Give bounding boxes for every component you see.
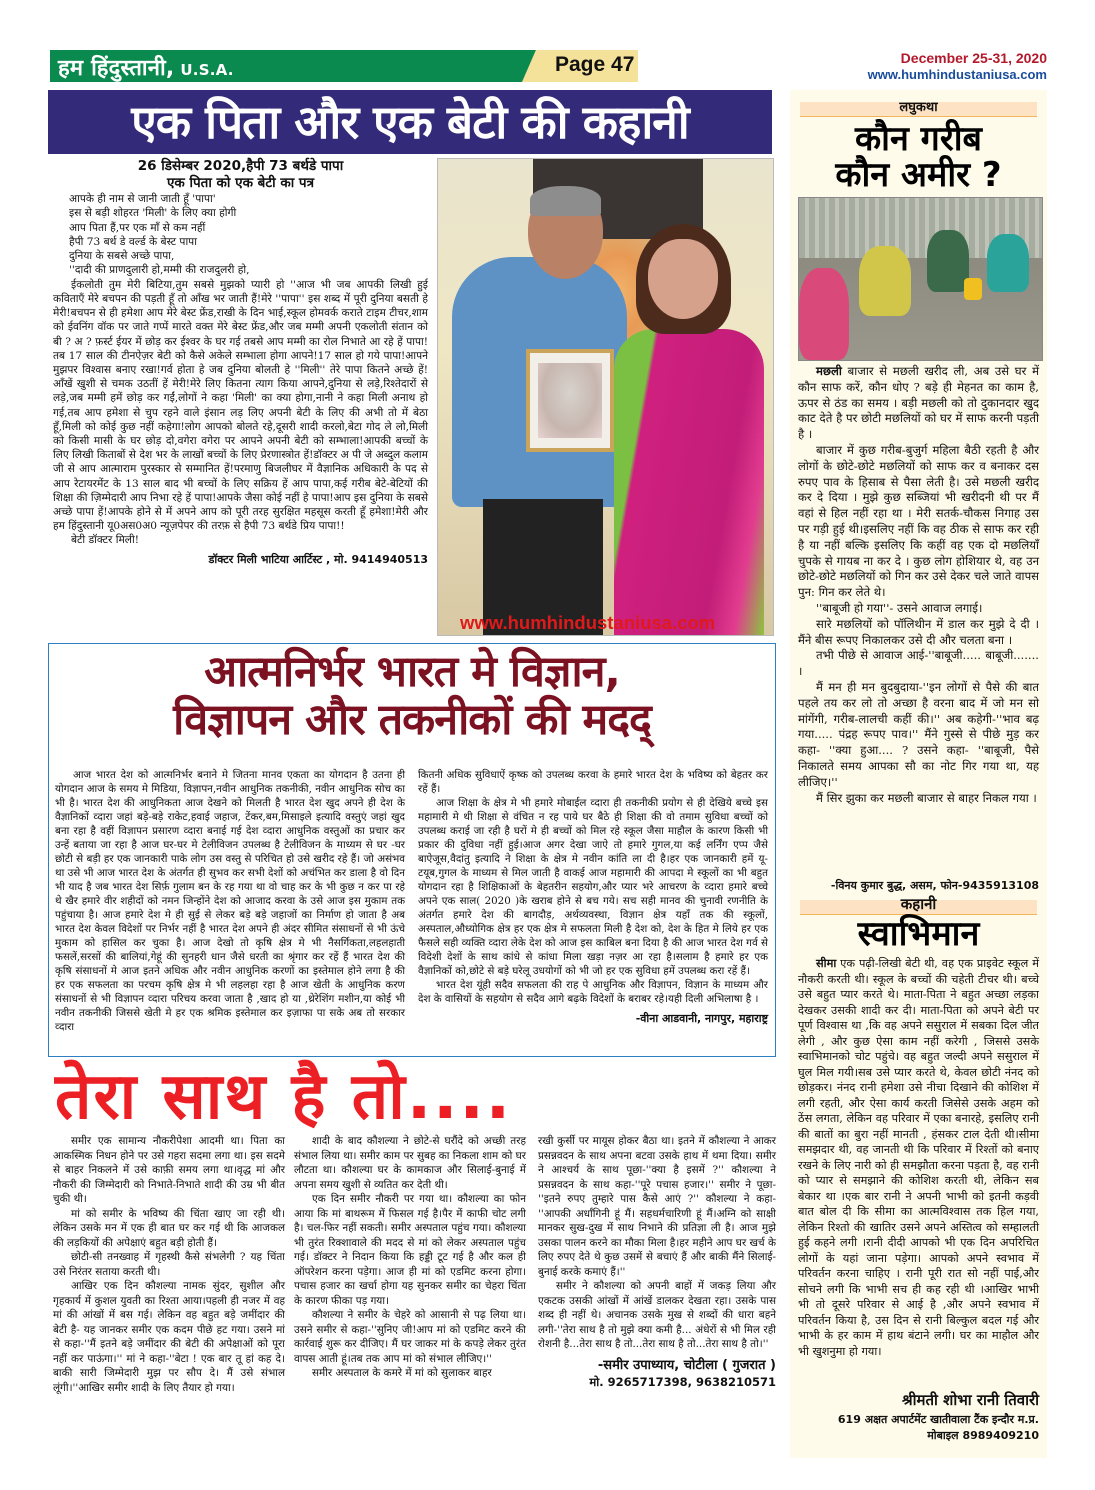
sidebar-headline-2: स्वाभिमान bbox=[857, 914, 980, 954]
website-link[interactable]: www.humhindustaniusa.com bbox=[867, 67, 1047, 82]
portrait-image bbox=[538, 363, 602, 438]
story-col3 bbox=[538, 1134, 776, 1390]
story-paragraph: छोटी-सी तनख्वाह में गृहस्थी कैसे संभलेगी ? यह चिंता उसे निरंतर सताया करती थी। bbox=[53, 1251, 285, 1278]
article-headline-father-daughter: एक पिता और एक बेटी की कहानी bbox=[131, 95, 689, 149]
fish-market-photo bbox=[798, 197, 1043, 361]
science-article-byline: -वीना आडवानी, नागपुर, महाराष्ट्र bbox=[635, 1012, 768, 1025]
photo-woman-face bbox=[648, 239, 718, 319]
story-paragraph: बाजार से मछली खरीद ली, अब उसे घर में कौन साफ करें, कौन धोए ? बड़े ही मेहनत का काम है, ऊपर से ठंड का समय । बड़ी मछली को तो दुकानदार खुद काट देते है पर छोटी मछलियों को घर में साफ करनी पड़ती है । bbox=[798, 364, 1040, 442]
story-paragraph: रखी कुर्सी पर मायूस होकर बैठा था। इतने में कौशल्या ने आकर प्रसन्नवदन के साथ अपना बटवा उसके हाथ में थमा दिया। समीर ने आश्चर्य के साथ पूछा-''क्या है इसमें ?'' कौशल्या ने प्रसन्नवदन के साथ कहा-''पूरे पचास हजार।'' समीर ने पूछा-''इतने रुपए तुम्हारे पास कैसे आएं ?'' कौशल्या ने कहा-''आपकी अर्धांगिनी हूं मैं। सहधर्मचारिणी हूं मैं।अग्नि को साक्षी मानकर सुख-दुख में साथ निभाने की प्रतिज्ञा ली है। आज मुझे उसका पालन करने का मौका मिला है।हर महीने आप घर खर्च के लिए रुपए देते थे कुछ उसमें से बचाएं हैं और बाकी मैंने सिलाई-बुनाई करके कमाएं हैं।'' bbox=[538, 1135, 776, 1278]
headline-line: आत्मनिर्भर भारत मे विज्ञान, bbox=[204, 647, 620, 697]
sidebar bbox=[790, 90, 1047, 1458]
article-paragraph: भारत देश यूंही सदैव सफलता की राह पे आधुनिक और विज्ञापन, विज्ञान के माध्यम और देश के वासियों के सहयोग से सदैव आगे बढ़के विदेशों के बराबर रहे।यही दिली अभिलाषा है । bbox=[418, 979, 768, 1005]
father-daughter-photo bbox=[437, 158, 774, 636]
story-col2 bbox=[294, 1134, 526, 1381]
story-col1 bbox=[53, 1134, 285, 1395]
story-paragraph: बाजार में कुछ गरीब-बुजुर्ग महिला बैठी रहती है और लोगों के छोटे-छोटे मछलियों को साफ कर व बनाकर दस रुपए पाव के हिसाब से पैसा लेती है। उसे मछली खरीद कर दे दिया । मुझे कुछ सब्जियां भी खरीदनी थी पर मैं वहां से हिल नहीं रहा था । मेरी सतर्क-चौकस निगाह उस पर गड़ी हुई थी।इसलिए नहीं कि वह ठीक से साफ कर रही है या नहीं बल्कि इसलिए कि कहीं वह एक दो मछलियाँ चुपके से गायब ना कर दे । कुछ लोग होशियार थे, वह उन छोटे-छोटे मछलियों को गिन कर उसे देकर चले जाते वापस पुन: गिन कर लेते थे। bbox=[798, 442, 1039, 600]
letter-paragraph: ईकलोती तुम मेरी बिटिया,तुम सबसे मुझको प्यारी हो ''आज भी जब आपकी लिखी हुई कविताएँ मेरे बचपन की पड़ती हूँ तो आँख भर जाती हैं!मेरे ''पापा'' इस शब्द में पूरी दुनिया बसती हे मेरी!बचपन से ही हमेशा आप मेरे बेस्ट फ्रेंड,राखी के दिन भाई,स्कूल होमवर्क कराते टाइम टीचर,शाम को ईवनिंग वॉक पर जाते गप्पें मारते वक्त मेरे बेस्ट फ्रेंड,और जब मम्मी अपनी एकलोती संतान को बी ? अ ? फ़र्स्ट ईयर में छोड़ कर ईश्वर के घर गई तबसे आप मम्मी का रोल निभाते आ रहे हें पापा! तब 17 साल की टीनऐज़र बेटी को कैसे अकेले सम्भाला होगा आपने!17 साल हो गये पापा!आपने मुझपर विश्वास बनाए रखा!गर्व होता हे जब दुनिया बोलती हे ''मिली'' तेरे पापा कितने अच्छे हें!आँखें खुशी से चमक उठतीं हें मेरी!मेरे लिए कितना त्याग किया आपने,दुनिया से लड़े,रिश्तेदारों से लड़े,जब मम्मी हमें छोड़ कर गईं,लोगों ने कहा 'मिली' का क्या होगा,नानी ने कहा मिली अनाथ हो गई,तब आप हमेशा से चुप रहने वाले इंसान लड़ लिए अपनी बेटी के लिए की अभी तो में बेठा हूँ,मिली को कोई कुछ नहीं कहेगा!लोग आपको बोलते रहे,दूसरी शादी करलो,बेटा गोद ले लो,मिली को किसी मासी के घर छोड़ दो,वगेरा वगेरा पर आपने अपनी बेटी को सम्भाला!आपकी बच्चों के लिए लिखी किताबों से देश भर के लाखों बच्चों के लिए प्रेरणास्त्रोत हें!डॉक्टर अ पी जे अब्दुल कलाम जी से आप आत्माराम पुरस्कार से सम्मानित हें!परमाणु बिजलीघर में वैज्ञानिक अधिकारी के पद से आप रेटायरमेंट के 13 साल बाद भी बच्चों के लिए सक्रिय हें आप पापा,कई गरीब बेटे-बेटियों की शिक्षा की ज़िम्मेदारी आप निभा रहे हें पापा!आपके जैसा कोई नहीं हे पापा!आप इस दुनिया के सबसे अच्छे पापा हें!आपके होने से में अपने आप को पूरी तरह सुरक्षित महसूस करती हूँ हमेशा!मेरी और हम हिंदुस्तानी यू0अस0अ0 न्यूज़पेपर की तरफ़ से हैपी 73 बर्थडे प्रिय पापा!! bbox=[53, 278, 428, 533]
story-phone: मो. 9265717398, 9638210571 bbox=[589, 1374, 776, 1389]
poem-line: ''दादी की प्राणदुलारी हो,मम्मी की राजदुलरी हो, bbox=[69, 264, 250, 277]
story-paragraph: सारे मछलियों को पॉलिथीन में डाल कर मुझे दे दी । मैंने बीस रूपए निकालकर उसे दी और चलता बना । bbox=[798, 616, 1039, 647]
kicker-laghukatha: लघुकथा bbox=[899, 100, 938, 115]
story-paragraph: एक पढ़ी-लिखी बेटी थी, वह एक प्राइवेट स्कूल में नौकरी करती थी। स्कूल के बच्चों की चहेती टीचर थी। बच्चे उसे बहुत प्यार करते थे। माता-पिता ने बहुत अच्छा लड़का देखकर उसकी शादी कर दी। माता-पिता को अपने बेटी पर पूर्ण विश्वास था ,कि वह अपने ससुराल में सबका दिल जीत लेगी , और कुछ ऐसा काम नहीं करेगी , जिससे उसके स्वाभिमानको चोट पहुंचे। वह बहुत जल्दी अपने ससुराल में घुल मिल गयी।सब उसे प्यार करते थे, केवल छोटी नंनद को छोड़कर। नंनद रानी हमेशा उसे नीचा दिखाने की कोशिश में लगी रहती, और ऐसा कार्य करती जिसेसे उसके अहम को ठेंस लगता, लेकिन वह परिवार में एका बनारहे, इसलिए रानी की बातों का बुरा नहीं मानती , हंसकर टाल देती थी।सीमा समझदार थी, वह जानती थी कि परिवार में रिश्तों को बनाए रखने के लिए नारी को ही समझौता करना पड़ता है, वह रानी को प्यार से समझाने की कोशिश करती थी, लेकिन सब बेकार था ।एक बार रानी ने अपनी भाभी को इतनी कड़वी बात बोल दी कि सीमा का आत्मविश्वास तक हिल गया, लेकिन रिश्तो की खातिर उसने अपने अस्तित्व को सम्हालती हुई कहने लगी ।रानी दीदी आपको भी एक दिन अपरिचित लोगों के यहां जाना पड़ेगा। आपको अपने स्वभाव में परिवर्तन करना चाहिए । रानी पूरी रात सो नहीं पाई,और सोचने लगी कि भाभी सच ही कह रही थी ।आखिर भाभी भी तो दूसरे परिवार से आई है ,और अपने स्वभाव में परिवर्तन किया है, उस दिन से रानी बिल्कुल बदल गई और भाभी के हर काम में हाथ बंटाने लगी। घर का माहौल और भी खुशनुमा हो गया। bbox=[798, 957, 1040, 1358]
poem-line: हैपी 73 बर्थ डे वर्ल्ड के बेस्ट पापा bbox=[69, 235, 197, 248]
photo-watermark: www.humhindustaniusa.com bbox=[460, 612, 716, 633]
science-article-col2 bbox=[418, 768, 768, 1026]
letter-subhead-1: 26 डिसेम्बर 2020,हैपी 73 बर्थडे पापा bbox=[137, 158, 344, 174]
story-paragraph: एक दिन समीर नौकरी पर गया था। कौशल्या का फोन आया कि मां बाथरूम में फिसल गई है।पैर में काफी चोट लगी है। चल-फिर नहीं सकती। समीर अस्पताल पहुंच गया। कौशल्या भी तुरंत रिक्शावाले की मदद से मां को लेकर अस्पताल पहुंच गई। डॉक्टर ने निदान किया कि हड्डी टूट गई है और कल ही ऑपरेशन करना पड़ेगा। आज ही मां को एडमिट करना होगा।पचास हजार का खर्चा होगा यह सुनकर समीर का चेहरा चिंता के कारण फीका पड़ गया। bbox=[294, 1193, 526, 1307]
poem-line: इस से बड़ी शोहरत 'मिली' के लिए क्या होगी bbox=[69, 207, 237, 220]
sidebar-story2-address: 619 अक्षत अपार्टमेंट खातीवाला टैंक इन्दौर म.प्र. bbox=[837, 1413, 1039, 1426]
science-article-headline bbox=[50, 648, 774, 744]
story-paragraph: मां को समीर के भविष्य की चिंता खाए जा रही थी। लेकिन उसके मन में एक ही बात घर कर गई थी कि आजकल की लड़कियों की अपेक्षाएं बहुत बड़ी होती हैं। bbox=[53, 1207, 285, 1249]
photo-person bbox=[987, 234, 1029, 292]
photo-person bbox=[799, 268, 849, 360]
story-paragraph: तभी पीछे से आवाज आई-''बाबूजी..... बाबूजी....... । bbox=[798, 648, 1039, 679]
story-paragraph: आखिर एक दिन कौशल्या नामक सुंदर, सुशील और गृहकार्य में कुशल युवती का रिश्ता आया।पहली ही नजर में वह मां की आंखों में बस गई। लेकिन वह बहुत बड़े जमींदार की बेटी है- यह जानकर समीर एक कदम पीछे हट गया। उसने मां से कहा-''मैं इतने बड़े जमींदार की बेटी की अपेक्षाओं को पूरा नहीं कर पाऊंगा।'' मां ने कहा-''बेटा ! एक बार तू हां कह दे।बाकी सारी जिम्मेदारी मुझ पर सौप दे। मैं उसे संभाल लूंगी।''आखिर समीर शादी के लिए तैयार हो गया। bbox=[53, 1280, 285, 1394]
page-number: Page 47 bbox=[555, 53, 635, 76]
paper-name bbox=[58, 52, 234, 82]
sidebar-story1-body bbox=[798, 364, 1039, 806]
sidebar-story1-byline: -विनय कुमार बुद्ध, असम, फोन-9435913108 bbox=[830, 879, 1039, 892]
sidebar-story2-mobile: मोबाइल 8989409210 bbox=[927, 1429, 1039, 1442]
letter-signoff: बेटी डॉक्टर मिली! bbox=[71, 534, 139, 547]
letter-byline: डॉक्टर मिली भाटिया आर्टिस्ट , मो. 9414940513 bbox=[208, 552, 428, 566]
letter-subhead-2: एक पिता को एक बेटी का पत्र bbox=[166, 175, 315, 191]
letter-body bbox=[53, 278, 428, 548]
story-byline: -समीर उपाध्याय, चोटीला ( गुजरात ) bbox=[597, 1357, 776, 1373]
sidebar-story2-body bbox=[798, 956, 1039, 1359]
story-paragraph: कौशल्या ने समीर के चेहरे को आसानी से पढ़ लिया था। उसने समीर से कहा-''सुनिए जी!आप मां को एडमिट करने की कार्रवाई शुरू कर दीजिए। मैं घर जाकर मां के कपड़े लेकर तुरंत वापस आती हूं।तब तक आप मां को संभाल लीजिए।'' bbox=[294, 1309, 526, 1365]
story-paragraph: ''बाबूजी हो गया''- उसने आवाज लगाई। bbox=[816, 600, 983, 615]
photo-person bbox=[927, 230, 969, 292]
photo-man-hair bbox=[530, 186, 601, 216]
story-paragraph: समीर अस्पताल के कमरे में मां को सुलाकर बाहर bbox=[312, 1367, 492, 1379]
sidebar-headline-1a: कौन गरीब bbox=[855, 119, 982, 159]
edition-label: U.S.A. bbox=[180, 61, 234, 79]
photo-person bbox=[859, 246, 911, 316]
science-article-col1 bbox=[55, 768, 405, 1034]
headline-line: विज्ञापन और तकनीकों की मदद् bbox=[173, 695, 651, 745]
story-paragraph: मैं सिर झुका कर मछली बाजार से बाहर निकल गया । bbox=[816, 790, 1037, 805]
sidebar-headline-1b: कौन अमीर ? bbox=[835, 155, 1002, 195]
photo-bucket bbox=[964, 278, 982, 300]
letter-poem bbox=[53, 192, 428, 278]
article-paragraph: कितनी अधिक सुविधाऐं कृष्क को उपलब्ध करवा के हमारे भारत देश के भविष्य को बेहतर कर रहें हैं। bbox=[418, 769, 768, 795]
story-paragraph: शादी के बाद कौशल्या ने छोटे-से घरौंदे को अच्छी तरह संभाल लिया था। समीर काम पर सुबह का निकला शाम को घर लौटता था। कौशल्या घर के कामकाज और सिलाई-बुनाई में अपना समय खुशी से व्यतित कर देती थी। bbox=[294, 1135, 526, 1191]
article-paragraph: आज भारत देश को आत्मनिर्भर बनाने मे जितना मानव एकता का योगदान है उतना ही योगदान आज के समय मे मिडिया, विज्ञापन,नवीन आधुनिक तकनीकी, नवीन आधुनिक सोच का भी है। भारत देश की आधुनिकता आज देखने को मिलती है भारत देश खुद अपने ही देश के वैज्ञानिकों व्दारा जहां बड़े-बड़े राकेट,हवाई जहाज, टेंकर,बम,मिसाइले इत्यादि वस्तुएं जहां खुद बना रहा है वहीं विज्ञापन प्रसारण व्दारा बनाई गई देश व्दारा आधुनिक वस्तुओं का प्रचार कर उन्हें बताया जा रहा है आज घर-घर मे टेलीविजन उपलब्ध है टेलीविजन के माध्यम से घर -घर छोटी से बड़ी हर एक जानकारी पाके लोग उस वस्तु से परिचित हो उसे खरीद रहे हैं। जो असंभव था उसे भी आज भारत देश के अंतर्गत ही सुभव कर सभी देशों को अचंभित कर डाला है वो दिन भी याद है जब भारत देश सिर्फ़ गुलाम बन के रह गया था वो चाह कर के भी कुछ न कर पा रहे थे खैर हमारे वीर शहीदों को नमन जिन्होंने देश को आजाद करवा के उसे आज इस मुकाम तक पहुंचाया है। आज हमारे देश मे ही सुई से लेकर बड़े बड़े जहाजों का निर्माण हो जाता है अब भारत देश केवल विदेशों पर निर्भर नहीं है भारत देश अपने ही अंदर सीमित संसाधनों से भी ऊंचे मुकाम को हासिल कर चुका है। आज देखो तो कृषि क्षेत्र मे भी नैसर्गिकता,लहलहाती फसलें,सरसों की बालियां,गेहूं की सुनहरी धान जैसे धरती का श्रृंगार कर रहें हैं भारत देश की कृषि संसाधनों मे आज इतने अधिक और नवीन आधुनिक करणों का इस्तेमाल होने लगा है की हर एक सफलता का परचम कृषि क्षेत्र मे भी लहलहा रहा है आज खेती के आधुनिक करण संसाधनों से भी विज्ञापन व्दारा परिचय करवा जाता है ,खाद हो या ,थ्रेरेशिंग मशीन,या कोई भी नवीन तकनीकी जिससे खेती मे हर एक श्रमिक इस्तेमाल कर इज़ाफा पा सके अब तो सरकार व्दारा bbox=[55, 769, 406, 1033]
letter-article bbox=[53, 158, 428, 567]
article-paragraph: आज शिक्षा के क्षेत्र मे भी हमारे मोबाईल व्दारा ही तकनीकी प्रयोग से ही देखिये बच्चे इस महामारी मे थी शिक्षा से वंचित न रह पाये घर बैठे ही शिक्षा की वो तमाम सुविधा बच्चों को उपलब्ध कराई जा रही है घरों मे ही बच्चों को मिल रहे स्कूल जैसा माहौल के कारण किसी भी प्रकार की दुविधा नहीं हुई।आज अगर देखा जाऐ तो हमारे गुगल,या कई लर्निंग एप्प जैसे बाऐजूस,वैदांतु इत्यादि ने शिक्षा के क्षेत्र मे नवीन कांति ला दी है।हर एक जानकारी हमें यू-टयूब,गुगल के माध्यम से मिल जाती है वाकई आज महामारी की आपदा मे स्कूलों का भी बहुत योगदान रहा है शिक्षिकाओं के बेहतरीन सहयोग,और प्यार भरे आचरण के व्दारा हमारे बच्चे अपने एक साल( 2020 )के खराब होने से बच गये। सच सही मानव की चुनावी रणनीति के अंतर्गत हमारे देश की बागदौड़, अर्थव्यवस्था, विज्ञान क्षेत्र यहाँ तक की स्कूलों, अस्पताल,औध्योगिक क्षेत्र हर एक क्षेत्र मे सफलता मिली है देश को, देश के हित मे लिये हर एक फैसले सही व्यक्ति व्दारा लेके देश को आज इस काबिल बना दिया है की आज भारत देश गर्व से विदेशी देशों के साथ कांधे से कांधा मिला खड़ा नज़र आ रहा है।सलाम है हमारे हर एक वैज्ञानिकों को,छोटे से बड़े घरेलू उधयोगों को भी जो हर एक सुविधा हमें उपलब्ध करा रहें हैं। bbox=[418, 797, 768, 977]
lead-word: सीमा bbox=[816, 956, 837, 970]
story-paragraph: समीर एक सामान्य नौकरीपेशा आदमी था। पिता का आकस्मिक निधन होने पर उसे गहरा सदमा लगा था। इस सदमे से बाहर निकलने में उसे काफ़ी समय लगा था।वृद्ध मां और नौकरी की जिम्मेदारी को निभाते-निभाते शादी की उम्र भी बीत चुकी थी। bbox=[53, 1135, 285, 1205]
story-paragraph: समीर ने कौशल्या को अपनी बाहों में जकड़ लिया और एकटक उसकी आंखों में आंखें डालकर देखता रहा। उसके पास शब्द ही नहीं थे। अचानक उसके मुख से शब्दों की धारा बहने लगी-''तेरा साथ है तो मुझे क्या कमी है... अंधेरों से भी मिल रही रोशनी है...तेरा साथ है तो...तेरा साथ है तो...तेरा साथ है तो।'' bbox=[538, 1280, 776, 1350]
issue-date: December 25-31, 2020 bbox=[900, 50, 1047, 66]
lead-word: मछली bbox=[816, 364, 842, 378]
photo-woman-saree bbox=[614, 329, 764, 635]
kicker-kahani: कहानी bbox=[900, 895, 937, 913]
paper-name-text: हम हिंदुस्तानी, bbox=[58, 56, 175, 81]
poem-line: आप पिता हैं,पर एक माँ से कम नहीं bbox=[69, 221, 206, 234]
poem-line: आपके ही नाम से जानी जाती हूँ 'पापा' bbox=[69, 193, 216, 205]
story-article-headline: तेरा साथ है तो.... bbox=[55, 1060, 513, 1134]
poem-line: दुनिया के सबसे अच्छे पापा, bbox=[69, 250, 175, 263]
story-paragraph: मैं मन ही मन बुदबुदाया-''इन लोगों से पैसे की बात पहले तय कर लो तो अच्छा है वरना बाद में जो मन सो मांगेंगी, गरीब-लालची कहीं की।'' अब कहेगी-''भाव बढ़ गया..... पंद्रह रूपए पाव।'' मैंने गुस्से से पीछे मुड़ कर कहा- ''क्या हुआ.... ? उसने कहा- ''बाबूजी, पैसे निकालते समय आपका सौ का नोट गिर गया था, यह लीजिए।'' bbox=[798, 679, 1039, 789]
photo-portrait-frame bbox=[526, 349, 614, 452]
sidebar-story2-author: श्रीमती शोभा रानी तिवारी bbox=[901, 1391, 1039, 1409]
